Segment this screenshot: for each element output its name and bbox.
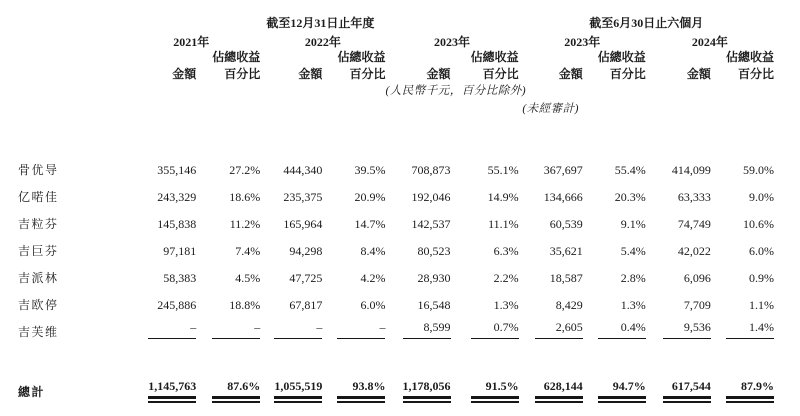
amount-cell: 16,548: [417, 297, 451, 312]
amount-cell: 165,964: [283, 216, 323, 231]
year-header-2022: 2022年: [304, 34, 341, 49]
total-pct-cell: 87.9%: [711, 373, 774, 399]
amount-cell: 97,181: [163, 243, 197, 258]
pct-cell: 1.1%: [749, 297, 774, 312]
pct-cell: 11.1%: [488, 216, 519, 231]
pct-cell: 9.0%: [749, 189, 774, 204]
spacer-row: [18, 120, 774, 150]
amount-cell: 414,099: [671, 162, 711, 177]
pct-cell: 20.3%: [614, 189, 646, 204]
amount-cell: 67,817: [289, 297, 323, 312]
year-header-2023: 2023年: [434, 34, 471, 49]
pct-header-line2: 百分比: [737, 66, 774, 81]
row-label: 吉派林: [18, 270, 59, 285]
pct-cell: 18.6%: [229, 189, 261, 204]
pct-cell: 6.0%: [749, 243, 774, 258]
total-label: 總計: [18, 384, 46, 399]
table-row: [18, 312, 774, 339]
pct-cell: 55.4%: [614, 162, 646, 177]
pct-cell: 0.4%: [583, 312, 646, 339]
year-header-2024-interim: 2024年: [691, 34, 728, 49]
pct-header-line1: 佔總收益: [470, 49, 519, 64]
pct-of-revenue-header-row: [18, 49, 774, 64]
amount-header: 金額: [298, 66, 323, 81]
pct-header-line2: 百分比: [224, 66, 261, 81]
table-row: [18, 204, 774, 231]
amount-cell: 58,383: [163, 270, 197, 285]
pct-header-line2: 百分比: [349, 66, 386, 81]
pct-header-line1: 佔總收益: [725, 49, 774, 64]
pct-cell: 14.7%: [354, 216, 386, 231]
pct-header-line1: 佔總收益: [212, 49, 261, 64]
pct-header-line2: 百分比: [609, 66, 646, 81]
spacer-row: [18, 339, 774, 373]
amount-cell: 80,523: [417, 243, 451, 258]
amount-cell: 74,749: [677, 216, 711, 231]
amount-header: 金額: [558, 66, 583, 81]
revenue-by-product-table: [18, 8, 774, 399]
interim-group-header: 截至6月30日止六個月: [589, 15, 704, 30]
unaudited-note-row: [18, 98, 774, 120]
total-amount-cell: 1,055,519: [260, 373, 322, 399]
amount-cell: 8,599: [385, 312, 450, 339]
unaudited-note: (未經審計): [522, 102, 579, 115]
total-row: [18, 373, 774, 399]
pct-cell: 1.4%: [711, 312, 774, 339]
amount-cell: 145,838: [157, 216, 197, 231]
pct-cell: 1.3%: [620, 297, 646, 312]
table-row: [18, 285, 774, 312]
row-label: 吉欧停: [18, 297, 59, 312]
total-pct-cell: 94.7%: [583, 373, 646, 399]
pct-cell: 14.9%: [487, 189, 519, 204]
amount-header: 金額: [686, 66, 711, 81]
pct-cell: 1.3%: [493, 297, 519, 312]
total-pct-cell: 93.8%: [322, 373, 385, 399]
units-note: (人民幣千元，百分比除外): [385, 85, 527, 98]
pct-header-line2: 百分比: [482, 66, 519, 81]
pct-cell: 0.9%: [749, 270, 774, 285]
row-label: 骨优导: [18, 162, 59, 177]
pct-cell: 20.9%: [354, 189, 386, 204]
amount-cell: 47,725: [289, 270, 323, 285]
pct-cell: 7.4%: [235, 243, 261, 258]
table-row: [18, 177, 774, 204]
pct-cell: 4.5%: [235, 270, 261, 285]
amount-cell: 94,298: [289, 243, 323, 258]
group-header-row: [18, 8, 774, 30]
amount-cell: 243,329: [157, 189, 197, 204]
pct-cell: 2.2%: [493, 270, 519, 285]
amount-cell: 35,621: [549, 243, 583, 258]
amount-cell: –: [122, 312, 196, 339]
pct-header-line1: 佔總收益: [337, 49, 386, 64]
amount-cell: 2,605: [519, 312, 583, 339]
amount-cell: 367,697: [543, 162, 583, 177]
pct-cell: 5.4%: [620, 243, 646, 258]
table-row: [18, 150, 774, 177]
pct-cell: 6.3%: [493, 243, 519, 258]
row-label: 吉粒芬: [18, 216, 59, 231]
amount-cell: –: [260, 312, 322, 339]
amount-pct-header-row: [18, 64, 774, 81]
pct-cell: 55.1%: [487, 162, 519, 177]
pct-cell: 2.8%: [620, 270, 646, 285]
pct-cell: 39.5%: [354, 162, 386, 177]
year-header-2023-interim: 2023年: [564, 34, 601, 49]
amount-cell: 708,873: [411, 162, 451, 177]
amount-cell: 134,666: [543, 189, 583, 204]
year-header-row: [18, 30, 774, 49]
row-label: 吉巨芬: [18, 243, 59, 258]
table-row: [18, 258, 774, 285]
amount-cell: 6,096: [683, 270, 711, 285]
amount-cell: 28,930: [417, 270, 451, 285]
pct-cell: 0.7%: [451, 312, 519, 339]
total-pct-cell: 87.6%: [196, 373, 260, 399]
amount-cell: 63,333: [677, 189, 711, 204]
total-pct-cell: 91.5%: [451, 373, 519, 399]
row-label: 吉芙维: [18, 324, 59, 339]
pct-cell: 59.0%: [743, 162, 774, 177]
amount-header: 金額: [172, 66, 197, 81]
amount-cell: 9,536: [646, 312, 711, 339]
year-header-2021: 2021年: [173, 34, 210, 49]
total-amount-cell: 628,144: [519, 373, 583, 399]
total-amount-cell: 617,544: [646, 373, 711, 399]
total-amount-cell: 1,145,763: [122, 373, 196, 399]
pct-cell: 11.2%: [229, 216, 261, 231]
annual-group-header: 截至12月31日止年度: [266, 15, 375, 30]
amount-cell: 142,537: [411, 216, 451, 231]
pct-cell: 4.2%: [360, 270, 386, 285]
amount-cell: 8,429: [555, 297, 583, 312]
amount-cell: 42,022: [677, 243, 711, 258]
total-amount-cell: 1,178,056: [385, 373, 450, 399]
units-note-row: [18, 81, 774, 98]
pct-header-line1: 佔總收益: [597, 49, 646, 64]
row-label: 亿喏佳: [18, 189, 59, 204]
amount-cell: 355,146: [157, 162, 197, 177]
amount-cell: 192,046: [411, 189, 451, 204]
pct-cell: 8.4%: [360, 243, 386, 258]
amount-cell: 18,587: [549, 270, 583, 285]
amount-cell: 235,375: [283, 189, 323, 204]
table-row: [18, 231, 774, 258]
amount-header: 金額: [426, 66, 451, 81]
pct-cell: 10.6%: [743, 216, 774, 231]
amount-cell: 60,539: [549, 216, 583, 231]
amount-cell: 444,340: [283, 162, 323, 177]
amount-cell: 245,886: [157, 297, 197, 312]
amount-cell: 7,709: [683, 297, 711, 312]
pct-cell: 6.0%: [360, 297, 386, 312]
pct-cell: –: [196, 312, 260, 339]
pct-cell: 9.1%: [620, 216, 646, 231]
pct-cell: 18.8%: [229, 297, 261, 312]
pct-cell: –: [322, 312, 385, 339]
pct-cell: 27.2%: [229, 162, 261, 177]
